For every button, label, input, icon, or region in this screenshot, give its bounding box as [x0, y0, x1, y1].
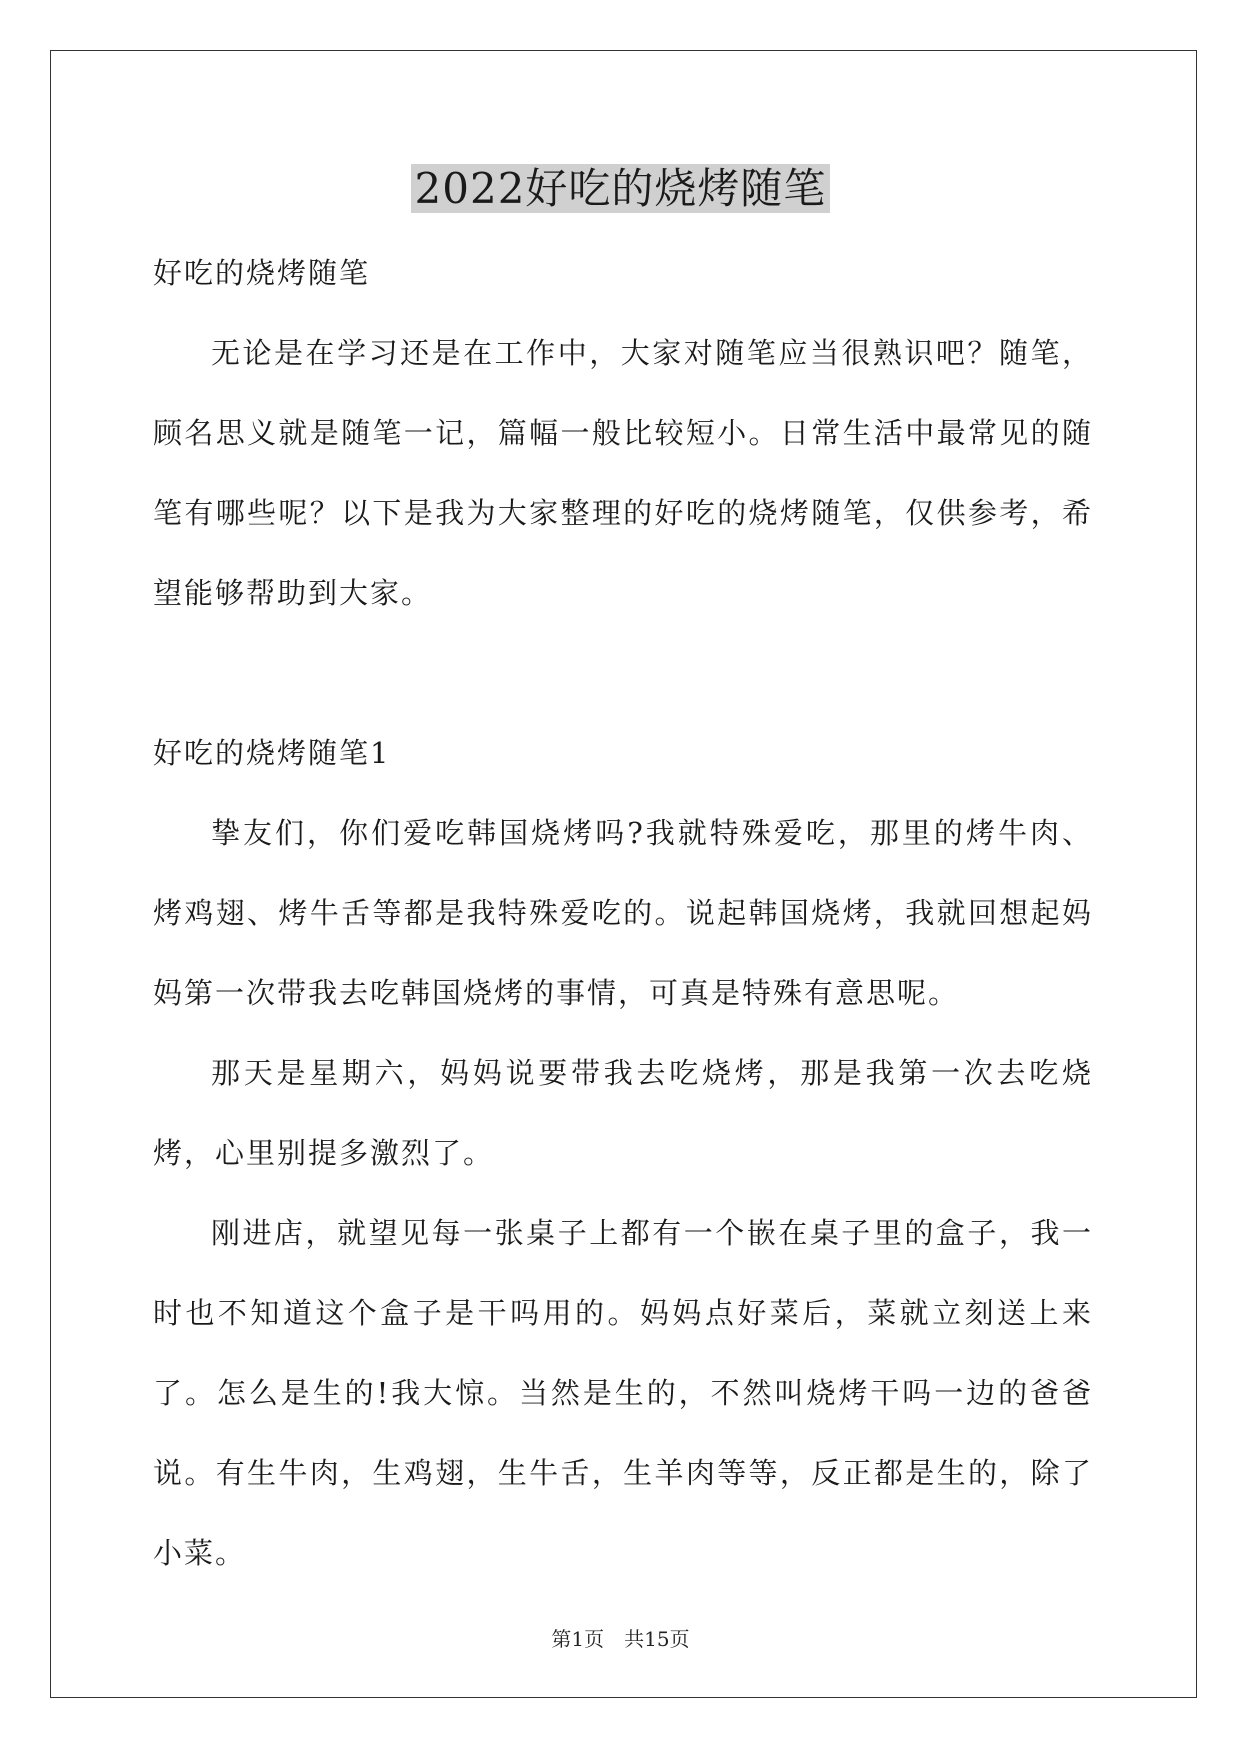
page-number: 第1页	[551, 1627, 605, 1651]
section-heading: 好吃的烧烤随笔	[153, 256, 371, 290]
paragraph-gap	[153, 633, 1093, 713]
document-title	[0, 160, 1241, 218]
section-heading: 好吃的烧烤随笔1	[153, 736, 391, 770]
document-title-text: 2022好吃的烧烤随笔	[411, 164, 831, 213]
body-paragraph: 那天是星期六，妈妈说要带我去吃烧烤，那是我第一次去吃烧烤，心里别提多激烈了。	[153, 1056, 1093, 1170]
body-paragraph: 刚进店，就望见每一张桌子上都有一个嵌在桌子里的盒子，我一时也不知道这个盒子是干吗用的。妈妈点好菜后，菜就立刻送上来了。怎么是生的!我大惊。当然是生的，不然叫烧烤干吗一边的爸爸说。有生牛肉，生鸡翅，生牛舌，生羊肉等等，反正都是生的，除了小菜。	[153, 1216, 1093, 1570]
page-total: 共15页	[624, 1627, 690, 1651]
body-paragraph: 挚友们，你们爱吃韩国烧烤吗?我就特殊爱吃，那里的烤牛肉、烤鸡翅、烤牛舌等都是我特殊爱吃的。说起韩国烧烤，我就回想起妈妈第一次带我去吃韩国烧烤的事情，可真是特殊有意思呢。	[153, 816, 1093, 1010]
page-footer	[0, 1623, 1241, 1652]
intro-paragraph: 无论是在学习还是在工作中，大家对随笔应当很熟识吧？随笔，顾名思义就是随笔一记，篇幅一般比较短小。日常生活中最常见的随笔有哪些呢？以下是我为大家整理的好吃的烧烤随笔，仅供参考，希望能够帮助到大家。	[153, 336, 1093, 610]
document-body	[153, 233, 1093, 1593]
